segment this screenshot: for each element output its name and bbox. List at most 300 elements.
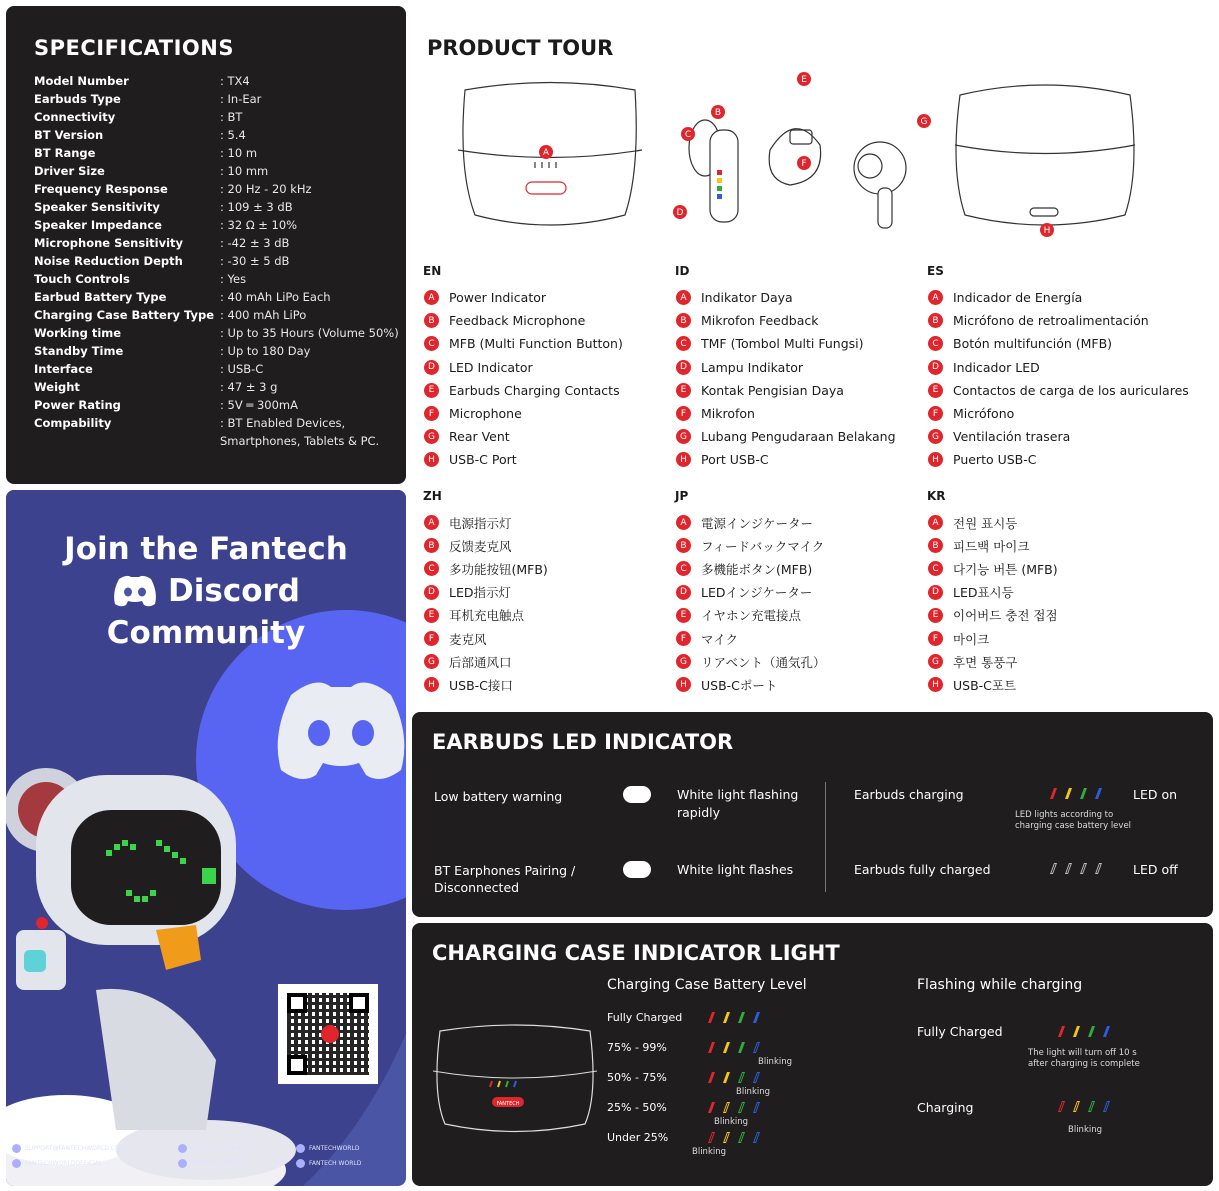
legend-item (423, 627, 693, 650)
legend-letter-badge: F (424, 406, 439, 421)
youtube-icon (296, 1144, 305, 1153)
led-mark (738, 1102, 745, 1113)
legend-letter-badge: C (928, 336, 943, 351)
legend-item (423, 286, 693, 309)
legend-letter-badge: E (676, 383, 691, 398)
legend-item-label: USB-C포트 (953, 677, 1017, 693)
spec-value: : 32 Ω ± 10% (220, 218, 298, 232)
spec-value: : -42 ± 3 dB (220, 236, 290, 250)
legend-item-label: マイク (701, 631, 739, 647)
legend-language-code: ES (927, 264, 944, 278)
legend-item-label: 耳机充电触点 (449, 608, 525, 624)
legend-item (675, 309, 945, 332)
led-mark (723, 1072, 730, 1083)
white-fast-line-1: White light flashing (677, 787, 799, 802)
spec-key: Charging Case Battery Type (34, 308, 215, 322)
facebook-text: FANTECH WORLD (191, 1145, 244, 1152)
specifications-panel (6, 6, 406, 484)
led-mark (753, 1132, 760, 1143)
legend-item (927, 604, 1197, 627)
legend-letter-badge: F (928, 631, 943, 646)
instagram-link[interactable] (12, 1159, 102, 1168)
legend-item (423, 425, 693, 448)
spec-row (34, 108, 406, 126)
legend-letter-badge: A (424, 515, 439, 530)
led-mark (1088, 1101, 1095, 1112)
spec-key: Microphone Sensitivity (34, 236, 184, 250)
legend-letter-badge: F (676, 631, 691, 646)
legend-letter-badge: H (424, 452, 439, 467)
legend-letter-badge: F (424, 631, 439, 646)
spec-value: : 10 m (220, 146, 258, 160)
qr-logo-icon (321, 1025, 339, 1043)
legend-letter-badge: B (424, 313, 439, 328)
legend-item-label: Indicador de Energía (953, 290, 1083, 306)
spec-key: Earbuds Type (34, 92, 121, 106)
legend-item-label: 마이크 (953, 631, 990, 647)
legend-item-label: イヤホン充電接点 (701, 608, 802, 624)
led-mark (708, 1072, 715, 1083)
legend-zh (423, 489, 693, 697)
legend-item-label: LED指示灯 (449, 585, 511, 601)
facebook-link[interactable] (178, 1144, 243, 1153)
spec-value: : 20 Hz - 20 kHz (220, 182, 312, 196)
legend-letter-badge: F (676, 406, 691, 421)
legend-es (927, 264, 1197, 472)
led-mark (738, 1072, 745, 1083)
legend-letter-badge: C (424, 336, 439, 351)
legend-item-label: 다기능 버튼 (MFB) (953, 561, 1058, 577)
legend-item-label: Micrófono (953, 406, 1015, 422)
legend-language-code: KR (927, 489, 946, 503)
legend-letter-badge: C (424, 561, 439, 576)
legend-item (927, 286, 1197, 309)
led-mark (1058, 1101, 1065, 1112)
legend-item (675, 332, 945, 355)
svg-text:D: D (676, 208, 684, 218)
spec-row (34, 90, 406, 108)
legend-item-label: USB-C接口 (449, 677, 513, 693)
led-mark (738, 1042, 745, 1053)
legend-letter-badge: C (676, 336, 691, 351)
led-mark (1080, 788, 1087, 799)
legend-item-label: 反馈麦克风 (449, 538, 512, 554)
led-mark (753, 1072, 760, 1083)
legend-item-label: Botón multifunción (MFB) (953, 336, 1113, 352)
legend-language-code: ID (675, 264, 690, 278)
spec-key: BT Version (34, 128, 104, 142)
legend-item (423, 557, 693, 580)
led-mark (738, 1132, 745, 1143)
legend-item (675, 534, 945, 557)
legend-item-label: USB-Cポート (701, 677, 778, 693)
spec-row (34, 342, 406, 360)
legend-jp (675, 489, 945, 697)
robot-astronaut-illustration (6, 730, 306, 1186)
spec-key: BT Range (34, 146, 96, 160)
spec-key (34, 432, 220, 450)
legend-letter-badge: G (676, 654, 691, 669)
legend-item-label: 多機能ボタン(MFB) (701, 561, 813, 577)
legend-item-label: 전원 표시등 (953, 515, 1018, 531)
legend-item-label: USB-C Port (449, 452, 517, 468)
legend-item-label: リアベント（通気孔） (701, 654, 826, 670)
spec-row (34, 198, 406, 216)
svg-text:H: H (1043, 226, 1051, 236)
legend-item-label: Lampu Indikator (701, 359, 804, 375)
led-off-label: LED off (1133, 862, 1178, 877)
charging-case-panel (412, 923, 1213, 1186)
legend-item (675, 673, 945, 696)
white-flashes-label: White light flashes (677, 862, 794, 877)
legend-item-label: Contactos de carga de los auriculares (953, 382, 1189, 398)
led-mark (723, 1132, 730, 1143)
youtube-text: FANTECHWORLD (309, 1145, 360, 1152)
legend-letter-badge: G (424, 429, 439, 444)
spec-key: Power Rating (34, 398, 121, 412)
headline-line-2: Discord (168, 573, 300, 609)
spec-value: : USB-C (220, 362, 264, 376)
legend-item-label: Lubang Pengudaraan Belakang (701, 429, 896, 445)
legend-language-code: ZH (423, 489, 442, 503)
legend-item-label: Microphone (449, 406, 522, 422)
discord-qr-code[interactable] (278, 984, 378, 1084)
website-link[interactable] (296, 1159, 361, 1168)
legend-item (423, 379, 693, 402)
earbuds-led-panel (412, 712, 1213, 917)
legend-item (927, 402, 1197, 425)
svg-text:E: E (801, 75, 807, 85)
legend-item-label: 多功能按钮(MFB) (449, 561, 548, 577)
legend-letter-badge: E (424, 608, 439, 623)
legend-item-label: Puerto USB-C (953, 452, 1037, 468)
legend-item (927, 356, 1197, 379)
facebook-icon (178, 1144, 187, 1153)
legend-item (675, 557, 945, 580)
spec-value: : Up to 35 Hours (Volume 50%) (220, 326, 399, 340)
legend-letter-badge: C (928, 561, 943, 576)
headline-line-3: Community (106, 615, 306, 651)
legend-item (423, 332, 693, 355)
svg-text:B: B (714, 108, 722, 118)
spec-row (34, 288, 406, 306)
earbuds-charging-label: Earbuds charging (854, 787, 964, 802)
legend-letter-badge: G (676, 429, 691, 444)
legend-item (675, 627, 945, 650)
earbuds-led-title: EARBUDS LED INDICATOR (432, 730, 734, 754)
legend-item-label: Mikrofon (701, 406, 755, 422)
battery-level-label: 50% - 75% (607, 1071, 667, 1084)
legend-item-label: Ventilación trasera (953, 429, 1071, 445)
tiktok-link[interactable] (178, 1159, 244, 1168)
divider (825, 782, 826, 892)
spec-value: : TX4 (220, 74, 250, 88)
support-email-text: SUPPORT@FANTECHWORLD.COM (25, 1145, 125, 1152)
legend-letter-badge: D (424, 585, 439, 600)
legend-item (423, 581, 693, 604)
legend-language-code: JP (675, 489, 689, 503)
legend-item-label: Rear Vent (449, 429, 510, 445)
led-mark (753, 1042, 760, 1053)
led-mark (723, 1102, 730, 1113)
legend-letter-badge: A (928, 290, 943, 305)
white-light-icon (623, 861, 651, 878)
spec-row (34, 180, 406, 198)
legend-letter-badge: E (424, 383, 439, 398)
spec-key: Compability (34, 416, 112, 430)
spec-key: Earbud Battery Type (34, 290, 167, 304)
legend-item-label: 后部通风口 (449, 654, 512, 670)
battery-level-label: 75% - 99% (607, 1041, 667, 1054)
spec-key: Connectivity (34, 110, 116, 124)
led-mark (738, 1012, 745, 1023)
legend-item-label: 후면 통풍구 (953, 654, 1018, 670)
battery-level-title: Charging Case Battery Level (607, 977, 807, 993)
legend-item (675, 379, 945, 402)
flash-note-line-2: after charging is complete (1028, 1059, 1140, 1069)
case-brand-text: FANTECH (496, 1101, 520, 1107)
legend-item-label: MFB (Multi Function Button) (449, 336, 623, 352)
legend-letter-badge: B (676, 313, 691, 328)
legend-letter-badge: D (676, 585, 691, 600)
spec-row (34, 306, 406, 324)
legend-letter-badge: C (676, 561, 691, 576)
support-email-link[interactable] (12, 1144, 125, 1153)
spec-row (34, 414, 406, 432)
legend-item (927, 511, 1197, 534)
legend-item (423, 534, 693, 557)
legend-item-label: Feedback Microphone (449, 313, 586, 329)
legend-letter-badge: E (928, 383, 943, 398)
flash-note-line-1: The light will turn off 10 s (1028, 1048, 1137, 1058)
legend-item (927, 425, 1197, 448)
legend-item (927, 332, 1197, 355)
flash-fully-charged-label: Fully Charged (917, 1024, 1003, 1039)
led-mark (1095, 863, 1102, 874)
legend-letter-badge: B (928, 538, 943, 553)
legend-item-label: Port USB-C (701, 452, 769, 468)
tiktok-icon (178, 1159, 187, 1168)
svg-text:G: G (920, 117, 928, 127)
flash-charging-label: Charging (917, 1100, 974, 1115)
legend-letter-badge: A (424, 290, 439, 305)
spec-value: : Up to 180 Day (220, 344, 311, 358)
legend-letter-badge: G (424, 654, 439, 669)
legend-item (927, 557, 1197, 580)
legend-item (927, 309, 1197, 332)
spec-row (34, 396, 406, 414)
legend-letter-badge: B (424, 538, 439, 553)
spec-value: Smartphones, Tablets & PC. (220, 434, 380, 448)
low-battery-label: Low battery warning (434, 789, 563, 804)
legend-kr (927, 489, 1197, 697)
led-mark (708, 1102, 715, 1113)
legend-id (675, 264, 945, 472)
charging-case-title: CHARGING CASE INDICATOR LIGHT (432, 941, 840, 965)
legend-item (423, 356, 693, 379)
spec-value: : -30 ± 5 dB (220, 254, 290, 268)
spec-value: : 10 mm (220, 164, 269, 178)
spec-row (34, 234, 406, 252)
legend-item-label: Power Indicator (449, 290, 547, 306)
led-mark (1088, 1026, 1095, 1037)
blinking-label: Blinking (692, 1147, 727, 1157)
youtube-link[interactable] (296, 1144, 359, 1153)
mail-icon (12, 1144, 21, 1153)
legend-item (423, 511, 693, 534)
legend-letter-badge: H (928, 677, 943, 692)
legend-letter-badge: H (928, 452, 943, 467)
spec-key: Working time (34, 326, 122, 340)
led-mark (723, 1042, 730, 1053)
led-mark (1065, 863, 1072, 874)
spec-key: Speaker Sensitivity (34, 200, 160, 214)
charging-case-illustration (430, 1019, 600, 1137)
spec-row (34, 270, 406, 288)
svg-text:C: C (684, 130, 692, 140)
globe-icon (296, 1159, 305, 1168)
battery-level-label: 25% - 50% (607, 1101, 667, 1114)
legend-item (675, 511, 945, 534)
legend-item-label: Earbuds Charging Contacts (449, 382, 620, 398)
spec-row (34, 252, 406, 270)
legend-item (675, 581, 945, 604)
spec-key: Touch Controls (34, 272, 130, 286)
led-mark (1065, 788, 1072, 799)
qr-corner-marker (349, 993, 369, 1013)
legend-item (423, 650, 693, 673)
spec-key: Driver Size (34, 164, 105, 178)
spec-value: : BT Enabled Devices, (220, 416, 346, 430)
legend-item-label: Kontak Pengisian Daya (701, 382, 844, 398)
instagram-text: FANTECHWORLDOFFICIAL (25, 1160, 103, 1167)
pairing-label-line-2: Disconnected (434, 880, 520, 895)
spec-value: : 47 ± 3 g (220, 380, 278, 394)
spec-row (34, 126, 406, 144)
svg-text:F: F (801, 159, 807, 169)
led-mark (723, 1012, 730, 1023)
legend-item (423, 309, 693, 332)
legend-letter-badge: G (928, 429, 943, 444)
legend-item (423, 673, 693, 696)
led-on-label: LED on (1133, 787, 1178, 802)
discord-icon (112, 574, 158, 608)
legend-letter-badge: A (676, 515, 691, 530)
legend-item (675, 356, 945, 379)
battery-level-label: Fully Charged (607, 1011, 683, 1024)
spec-key: Frequency Response (34, 182, 168, 196)
legend-letter-badge: A (928, 515, 943, 530)
legend-item-label: 피드백 마이크 (953, 538, 1030, 554)
legend-letter-badge: A (676, 290, 691, 305)
spec-value: : 5V ═ 300mA (220, 398, 298, 412)
led-note-line-2: charging case battery level (1015, 821, 1132, 831)
legend-item-label: LED표시등 (953, 585, 1014, 601)
led-mark (1073, 1101, 1080, 1112)
led-mark (1058, 1026, 1065, 1037)
product-tour-title: PRODUCT TOUR (427, 36, 614, 60)
svg-text:A: A (542, 148, 550, 158)
legend-item (927, 379, 1197, 402)
led-mark (708, 1012, 715, 1023)
led-mark (1095, 788, 1102, 799)
led-mark (1103, 1026, 1110, 1037)
led-mark (708, 1132, 715, 1143)
legend-letter-badge: E (676, 608, 691, 623)
qr-corner-marker (287, 1055, 307, 1075)
spec-value: : 109 ± 3 dB (220, 200, 293, 214)
legend-item (927, 581, 1197, 604)
legend-item (675, 650, 945, 673)
spec-value: : 5.4 (220, 128, 246, 142)
legend-language-code: EN (423, 264, 442, 278)
led-mark (708, 1042, 715, 1053)
specifications-title: SPECIFICATIONS (34, 36, 234, 60)
qr-corner-marker (287, 993, 307, 1013)
spec-key: Noise Reduction Depth (34, 254, 183, 268)
legend-item-label: 麦克风 (449, 631, 487, 647)
legend-item (423, 448, 693, 471)
instagram-icon (12, 1159, 21, 1168)
blinking-label: Blinking (714, 1117, 749, 1127)
legend-item-label: TMF (Tombol Multi Fungsi) (701, 336, 864, 352)
legend-item (927, 650, 1197, 673)
led-mark (1103, 1101, 1110, 1112)
spec-key: Interface (34, 362, 93, 376)
spec-key: Model Number (34, 74, 129, 88)
led-mark (753, 1012, 760, 1023)
spec-row (34, 216, 406, 234)
legend-item (423, 604, 693, 627)
legend-letter-badge: B (676, 538, 691, 553)
white-fast-line-2: rapidly (677, 805, 721, 820)
spec-value: : 400 mAh LiPo (220, 308, 307, 322)
legend-letter-badge: D (676, 360, 691, 375)
legend-item-label: 이어버드 충전 접점 (953, 608, 1058, 624)
spec-value: : BT (220, 110, 243, 124)
discord-promo-panel (6, 490, 406, 1186)
legend-item (675, 448, 945, 471)
spec-row (34, 360, 406, 378)
legend-letter-badge: B (928, 313, 943, 328)
legend-letter-badge: H (676, 677, 691, 692)
led-mark (1080, 863, 1087, 874)
legend-en (423, 264, 693, 472)
spec-row (34, 144, 406, 162)
led-mark (1073, 1026, 1080, 1037)
legend-letter-badge: D (424, 360, 439, 375)
legend-letter-badge: D (928, 360, 943, 375)
earbuds-fully-charged-label: Earbuds fully charged (854, 862, 991, 877)
legend-item (675, 604, 945, 627)
blinking-label: Blinking (758, 1057, 793, 1067)
legend-letter-badge: F (928, 406, 943, 421)
spec-row (34, 432, 406, 450)
legend-item (927, 448, 1197, 471)
legend-item-label: Indikator Daya (701, 290, 793, 306)
spec-key: Weight (34, 380, 80, 394)
legend-item (927, 534, 1197, 557)
spec-row (34, 162, 406, 180)
legend-item-label: Indicador LED (953, 359, 1040, 375)
legend-item-label: LED Indicator (449, 359, 533, 375)
spec-row (34, 378, 406, 396)
legend-item-label: フィードバックマイク (701, 538, 825, 554)
discord-headline (6, 528, 406, 654)
legend-item-label: 电源指示灯 (449, 515, 512, 531)
spec-value: : In-Ear (220, 92, 262, 106)
white-light-icon (623, 786, 651, 803)
